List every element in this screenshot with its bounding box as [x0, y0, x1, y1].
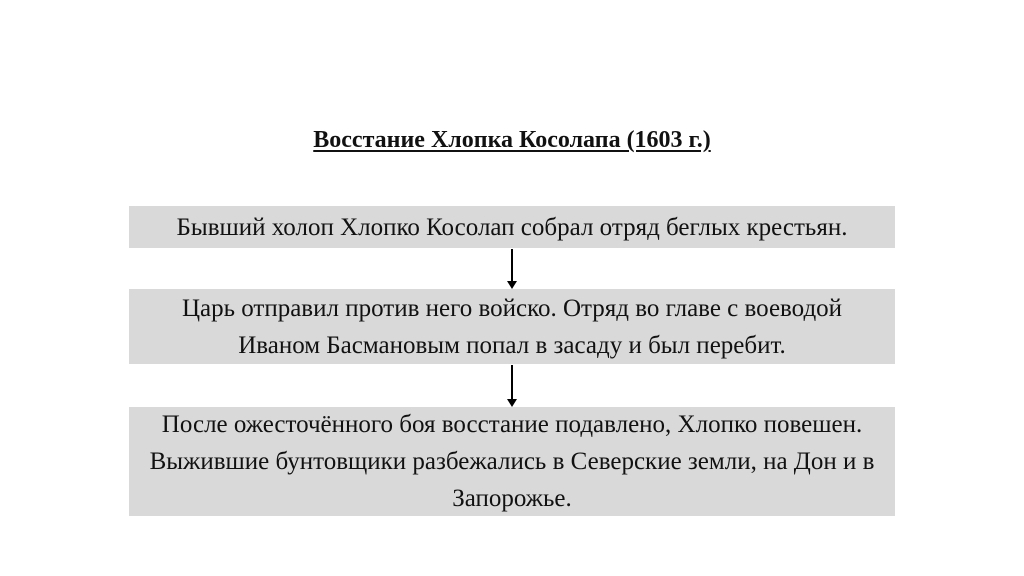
step-text-1: Бывший холоп Хлопко Косолап собрал отряд беглых крестьян. — [176, 213, 848, 241]
step-box-1 — [129, 206, 895, 248]
step-text-3: После ожесточённого боя восстание подавлено, Хлопко повешен. Выжившие бунтовщики разбежались в Северские земли, на Дон и в Запорожье. — [149, 411, 875, 512]
arrow-down-icon — [504, 249, 520, 289]
step-box-2 — [129, 289, 895, 364]
diagram-title: Восстание Хлопка Косолапа (1603 г.) — [313, 127, 711, 153]
step-box-3 — [129, 407, 895, 516]
arrow-down-icon — [504, 365, 520, 407]
step-text-2: Царь отправил против него войско. Отряд во главе с воеводой Иваном Басмановым попал в засаду и был перебит. — [181, 294, 843, 359]
